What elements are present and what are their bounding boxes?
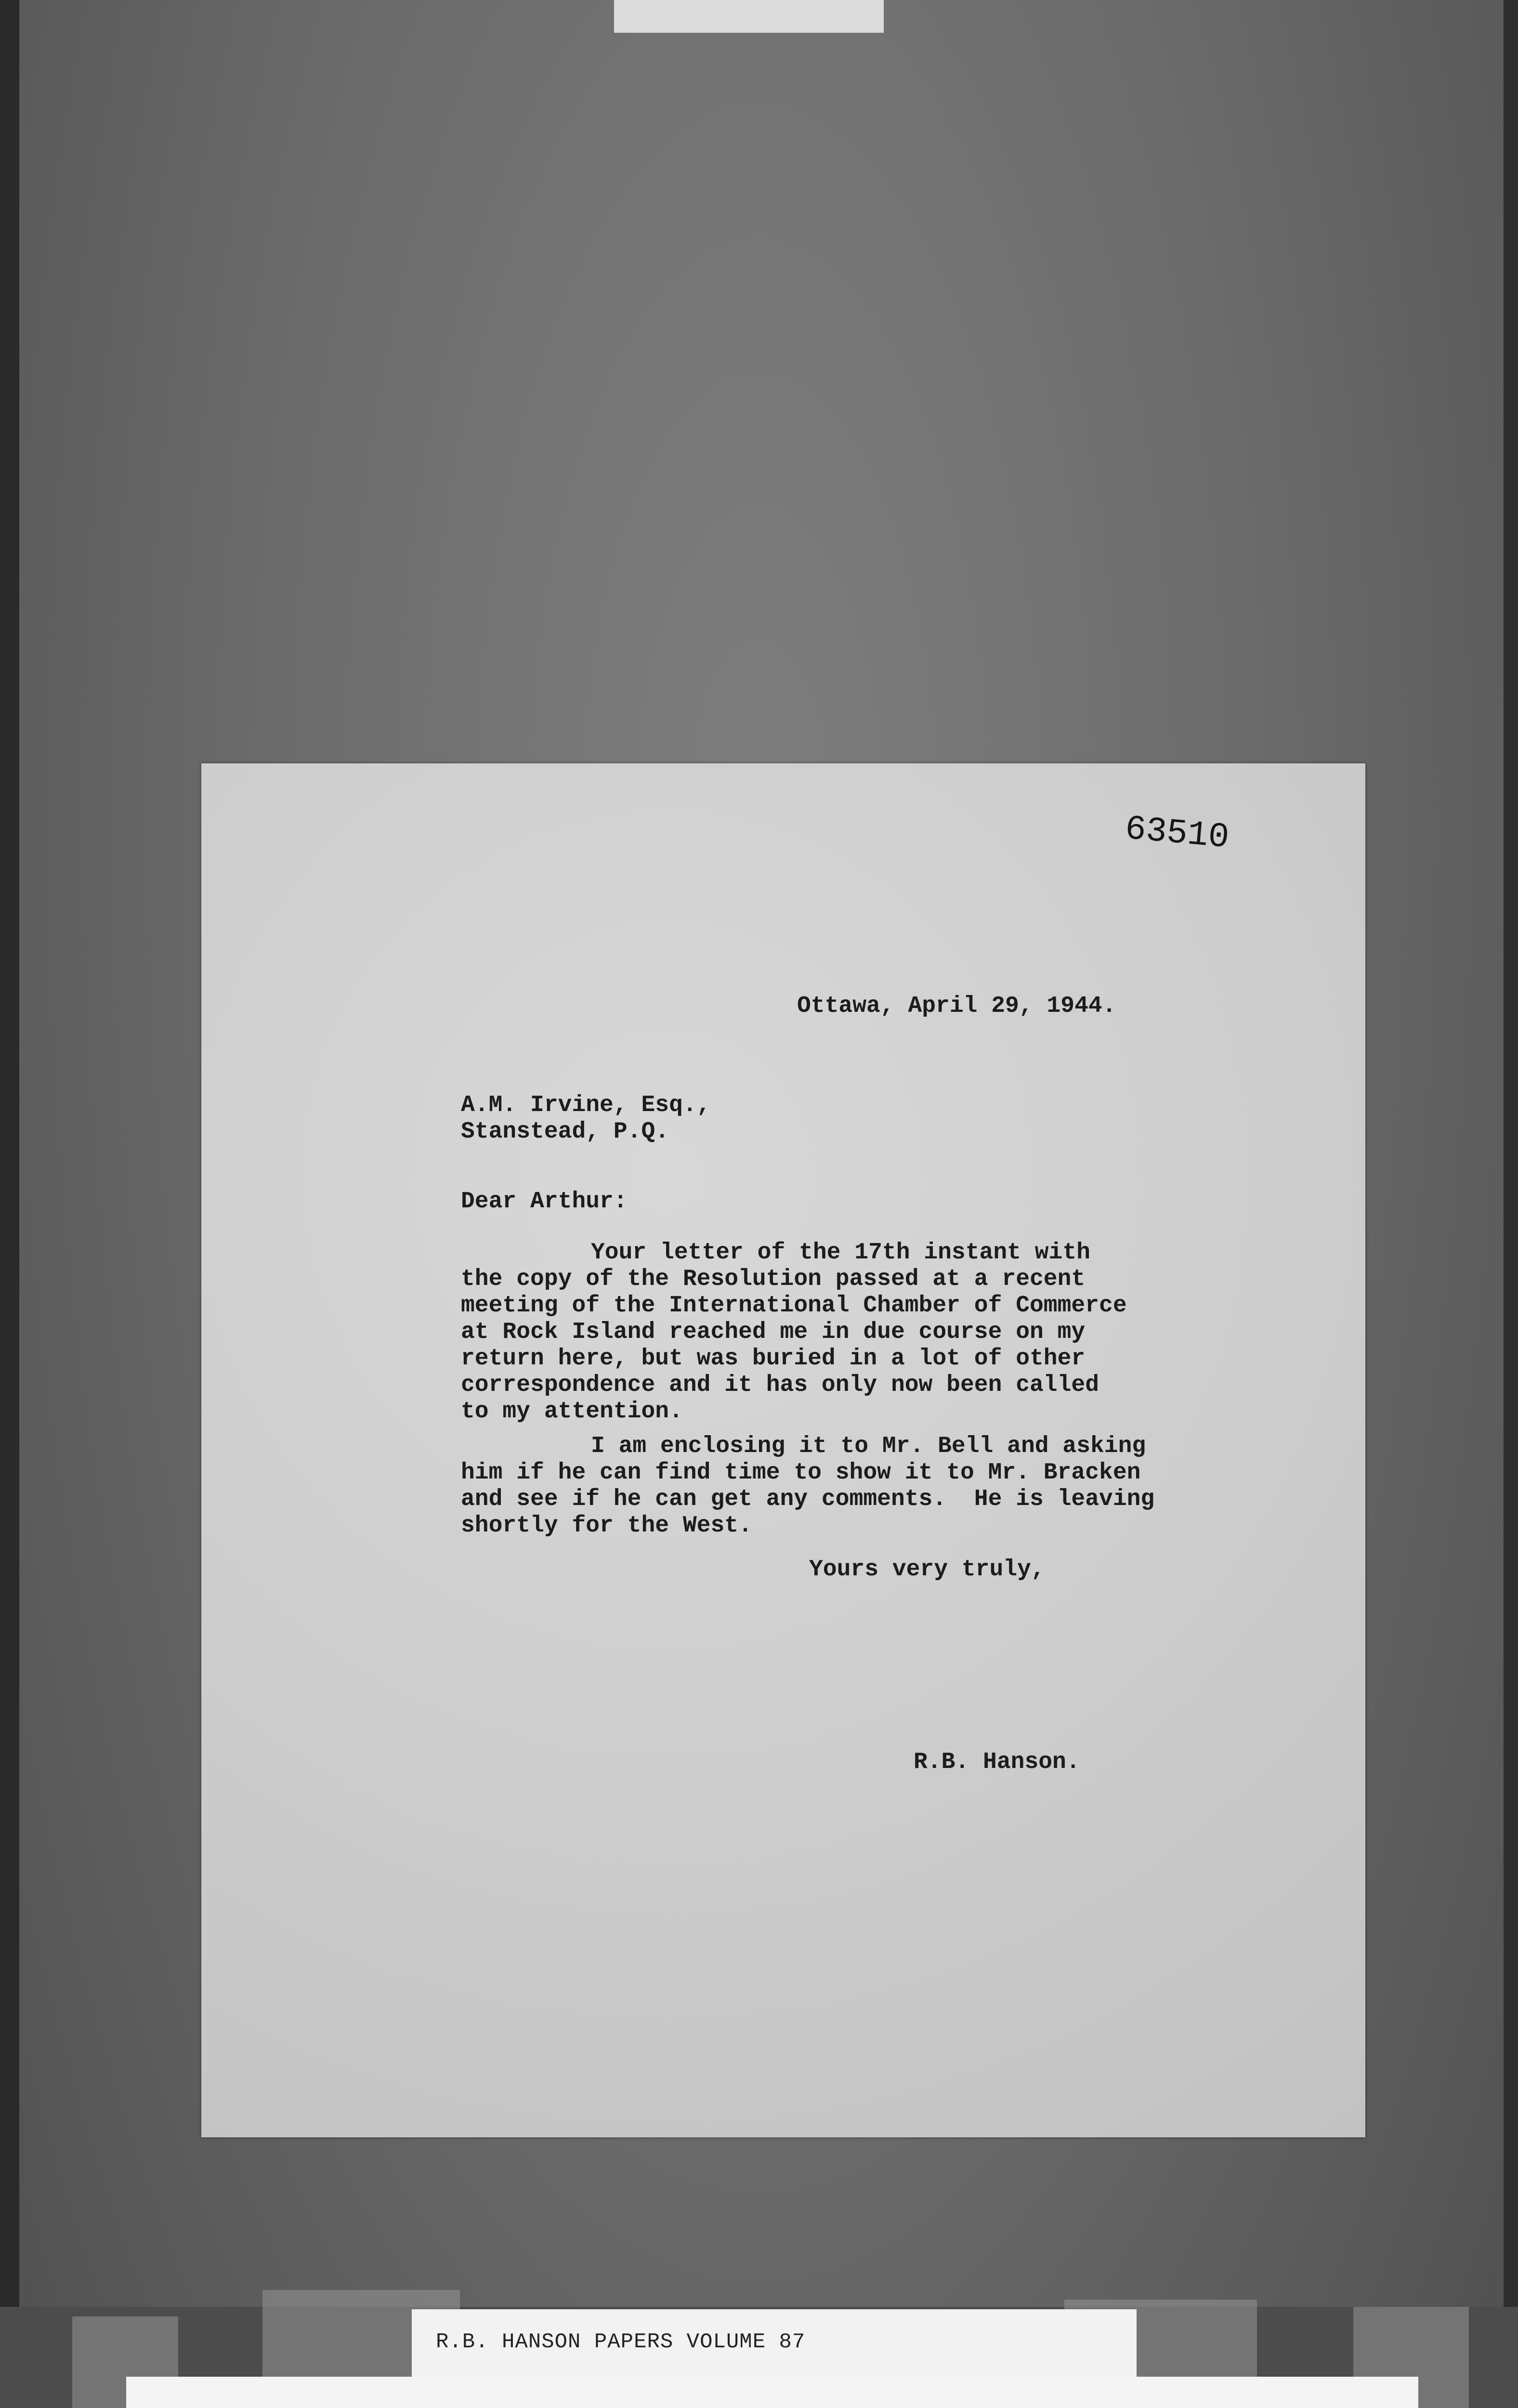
archive-card	[126, 2377, 1418, 2408]
paragraph-1-line: correspondence and it has only now been called	[461, 1372, 1099, 1398]
paragraph-1-line: the copy of the Resolution passed at a recent	[461, 1266, 1086, 1292]
letter-date: Ottawa, April 29, 1944.	[797, 993, 1116, 1019]
document-number: 63510	[1123, 809, 1231, 858]
paragraph-2-line: I am enclosing it to Mr. Bell and asking	[591, 1433, 1146, 1459]
volume-label-text: R.B. HANSON PAPERS VOLUME 87	[436, 2330, 806, 2354]
closing: Yours very truly,	[809, 1557, 1045, 1583]
signature: R.B. Hanson.	[914, 1749, 1080, 1775]
salutation: Dear Arthur:	[461, 1189, 628, 1215]
right-edge	[1504, 0, 1518, 2408]
paragraph-2-line: him if he can find time to show it to Mr. Bracken	[461, 1460, 1141, 1486]
paragraph-2-line: shortly for the West.	[461, 1513, 752, 1539]
recipient-name: A.M. Irvine, Esq.,	[461, 1092, 711, 1118]
paragraph-1-line: to my attention.	[461, 1399, 683, 1425]
paragraph-1-line: at Rock Island reached me in due course on my	[461, 1319, 1086, 1345]
paragraph-2-line: and see if he can get any comments. He is leaving	[461, 1486, 1155, 1512]
paragraph-1-line: Your letter of the 17th instant with	[591, 1240, 1090, 1266]
paragraph-1-line: return here, but was buried in a lot of other	[461, 1346, 1086, 1372]
left-edge	[0, 0, 19, 2408]
paragraph-1-line: meeting of the International Chamber of Commerce	[461, 1293, 1127, 1319]
recipient-place: Stanstead, P.Q.	[461, 1119, 669, 1145]
top-tab	[614, 0, 884, 33]
